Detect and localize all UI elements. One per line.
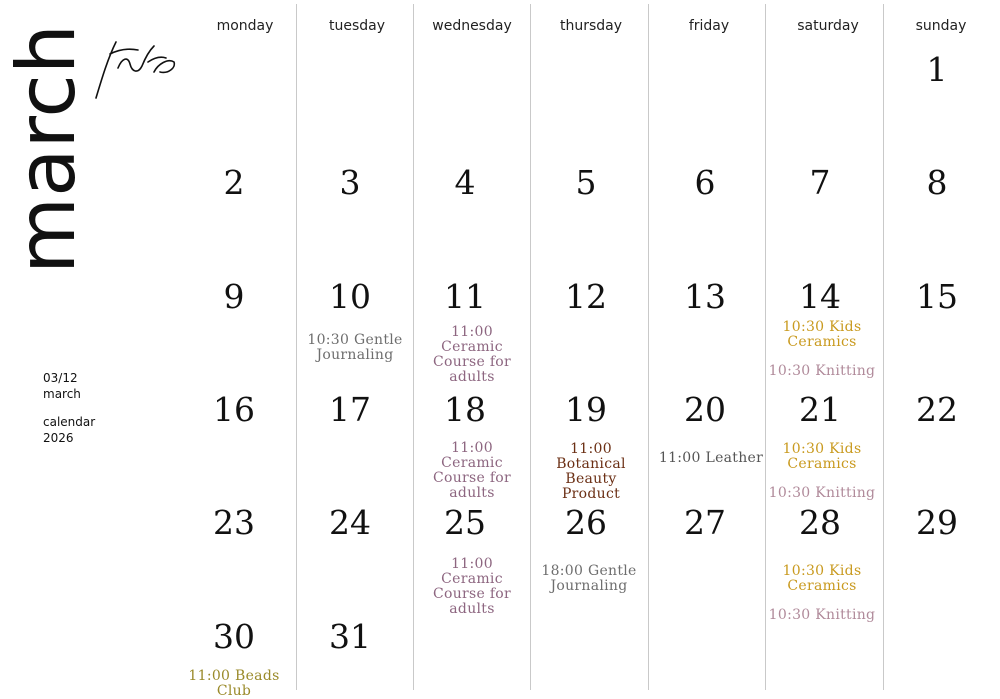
date-cell: 30 [213, 617, 255, 656]
date-cell: 2 [223, 163, 245, 202]
event-line: 11:00 Leather [658, 450, 764, 466]
event-line: 10:30 Kids [782, 563, 862, 579]
date-cell: 18 [444, 390, 486, 429]
side-calendar: calendar [43, 415, 96, 429]
event-line: 10:30 Knitting [768, 485, 876, 501]
side-year: 2026 [43, 431, 74, 445]
date-cell: 5 [575, 163, 597, 202]
date-cell: 26 [565, 503, 607, 542]
date-cell: 24 [329, 503, 371, 542]
date-cell: 4 [454, 163, 476, 202]
event-line: Course for [432, 470, 512, 486]
event-mar18 [413, 441, 531, 501]
event-mar11 [413, 325, 531, 385]
event-mar28-kids [763, 564, 881, 594]
date-cell: 27 [684, 503, 726, 542]
weekday-monday: monday [216, 18, 274, 34]
event-line: Ceramic [441, 455, 503, 471]
event-line: Ceramics [787, 334, 857, 350]
date-cell: 12 [565, 277, 607, 316]
event-mar30 [170, 669, 298, 699]
event-line: Course for [432, 586, 512, 602]
event-mar25 [413, 557, 531, 617]
date-cell: 11 [444, 277, 486, 316]
event-line: 10:30 Kids [782, 441, 862, 457]
event-line: Journaling [550, 578, 628, 594]
date-cell: 29 [916, 503, 958, 542]
date-cell: 9 [223, 277, 245, 316]
date-cell: 31 [329, 617, 371, 656]
date-cell: 21 [799, 390, 841, 429]
date-cell: 1 [926, 50, 948, 89]
event-line: 11:00 [570, 441, 612, 457]
event-line: 10:30 Kids [782, 319, 862, 335]
event-mar21-knitting [763, 486, 881, 501]
event-mar19 [530, 442, 652, 502]
event-line: Ceramic [441, 339, 503, 355]
side-date: 03/12 [43, 371, 78, 385]
event-line: Ceramics [787, 456, 857, 472]
date-cell: 7 [809, 163, 831, 202]
date-cell: 28 [799, 503, 841, 542]
date-cell: 19 [565, 390, 607, 429]
event-line: 11:00 [451, 556, 493, 572]
column-divider [648, 4, 649, 690]
date-cell: 22 [916, 390, 958, 429]
weekday-sunday: sunday [915, 18, 967, 34]
date-cell: 13 [684, 277, 726, 316]
weekday-friday: friday [688, 18, 730, 34]
event-line: 11:00 [451, 440, 493, 456]
event-mar26 [530, 564, 648, 594]
event-line: 11:00 [451, 324, 493, 340]
event-mar28-knitting [763, 608, 881, 623]
weekday-tuesday: tuesday [328, 18, 386, 34]
event-line: Course for [432, 354, 512, 370]
event-mar20 [652, 451, 770, 466]
event-line: adults [449, 485, 495, 501]
date-cell: 23 [213, 503, 255, 542]
event-line: Product [561, 486, 621, 502]
weekday-wednesday: wednesday [432, 18, 512, 34]
date-cell: 10 [329, 277, 371, 316]
event-line: Ceramics [787, 578, 857, 594]
event-mar14-knitting [763, 364, 881, 379]
event-line: Journaling [316, 347, 394, 363]
event-line: 10:30 Knitting [768, 363, 876, 379]
weekday-saturday: saturday [797, 18, 859, 34]
date-cell: 14 [799, 277, 841, 316]
date-cell: 17 [329, 390, 371, 429]
date-cell: 6 [694, 163, 716, 202]
event-line: 10:30 Gentle [307, 332, 403, 348]
date-cell: 25 [444, 503, 486, 542]
event-line: adults [449, 369, 495, 385]
month-title-text: march [0, 21, 93, 274]
side-month: march [43, 387, 81, 401]
event-mar14-kids [763, 320, 881, 350]
event-line: 11:00 Beads Club [188, 668, 280, 699]
date-cell: 20 [684, 390, 726, 429]
event-line: Botanical Beauty [556, 456, 626, 487]
column-divider [883, 4, 884, 690]
event-line: adults [449, 601, 495, 617]
signature-logo [88, 28, 180, 104]
month-title [0, 21, 93, 277]
date-cell: 16 [213, 390, 255, 429]
date-cell: 3 [339, 163, 361, 202]
date-cell: 15 [916, 277, 958, 316]
event-line: 18:00 Gentle [541, 563, 637, 579]
event-line: Ceramic [441, 571, 503, 587]
weekday-thursday: thursday [559, 18, 623, 34]
event-mar21-kids [763, 442, 881, 472]
side-info [43, 370, 95, 446]
event-mar10 [296, 333, 414, 363]
date-cell: 8 [926, 163, 948, 202]
event-line: 10:30 Knitting [768, 607, 876, 623]
